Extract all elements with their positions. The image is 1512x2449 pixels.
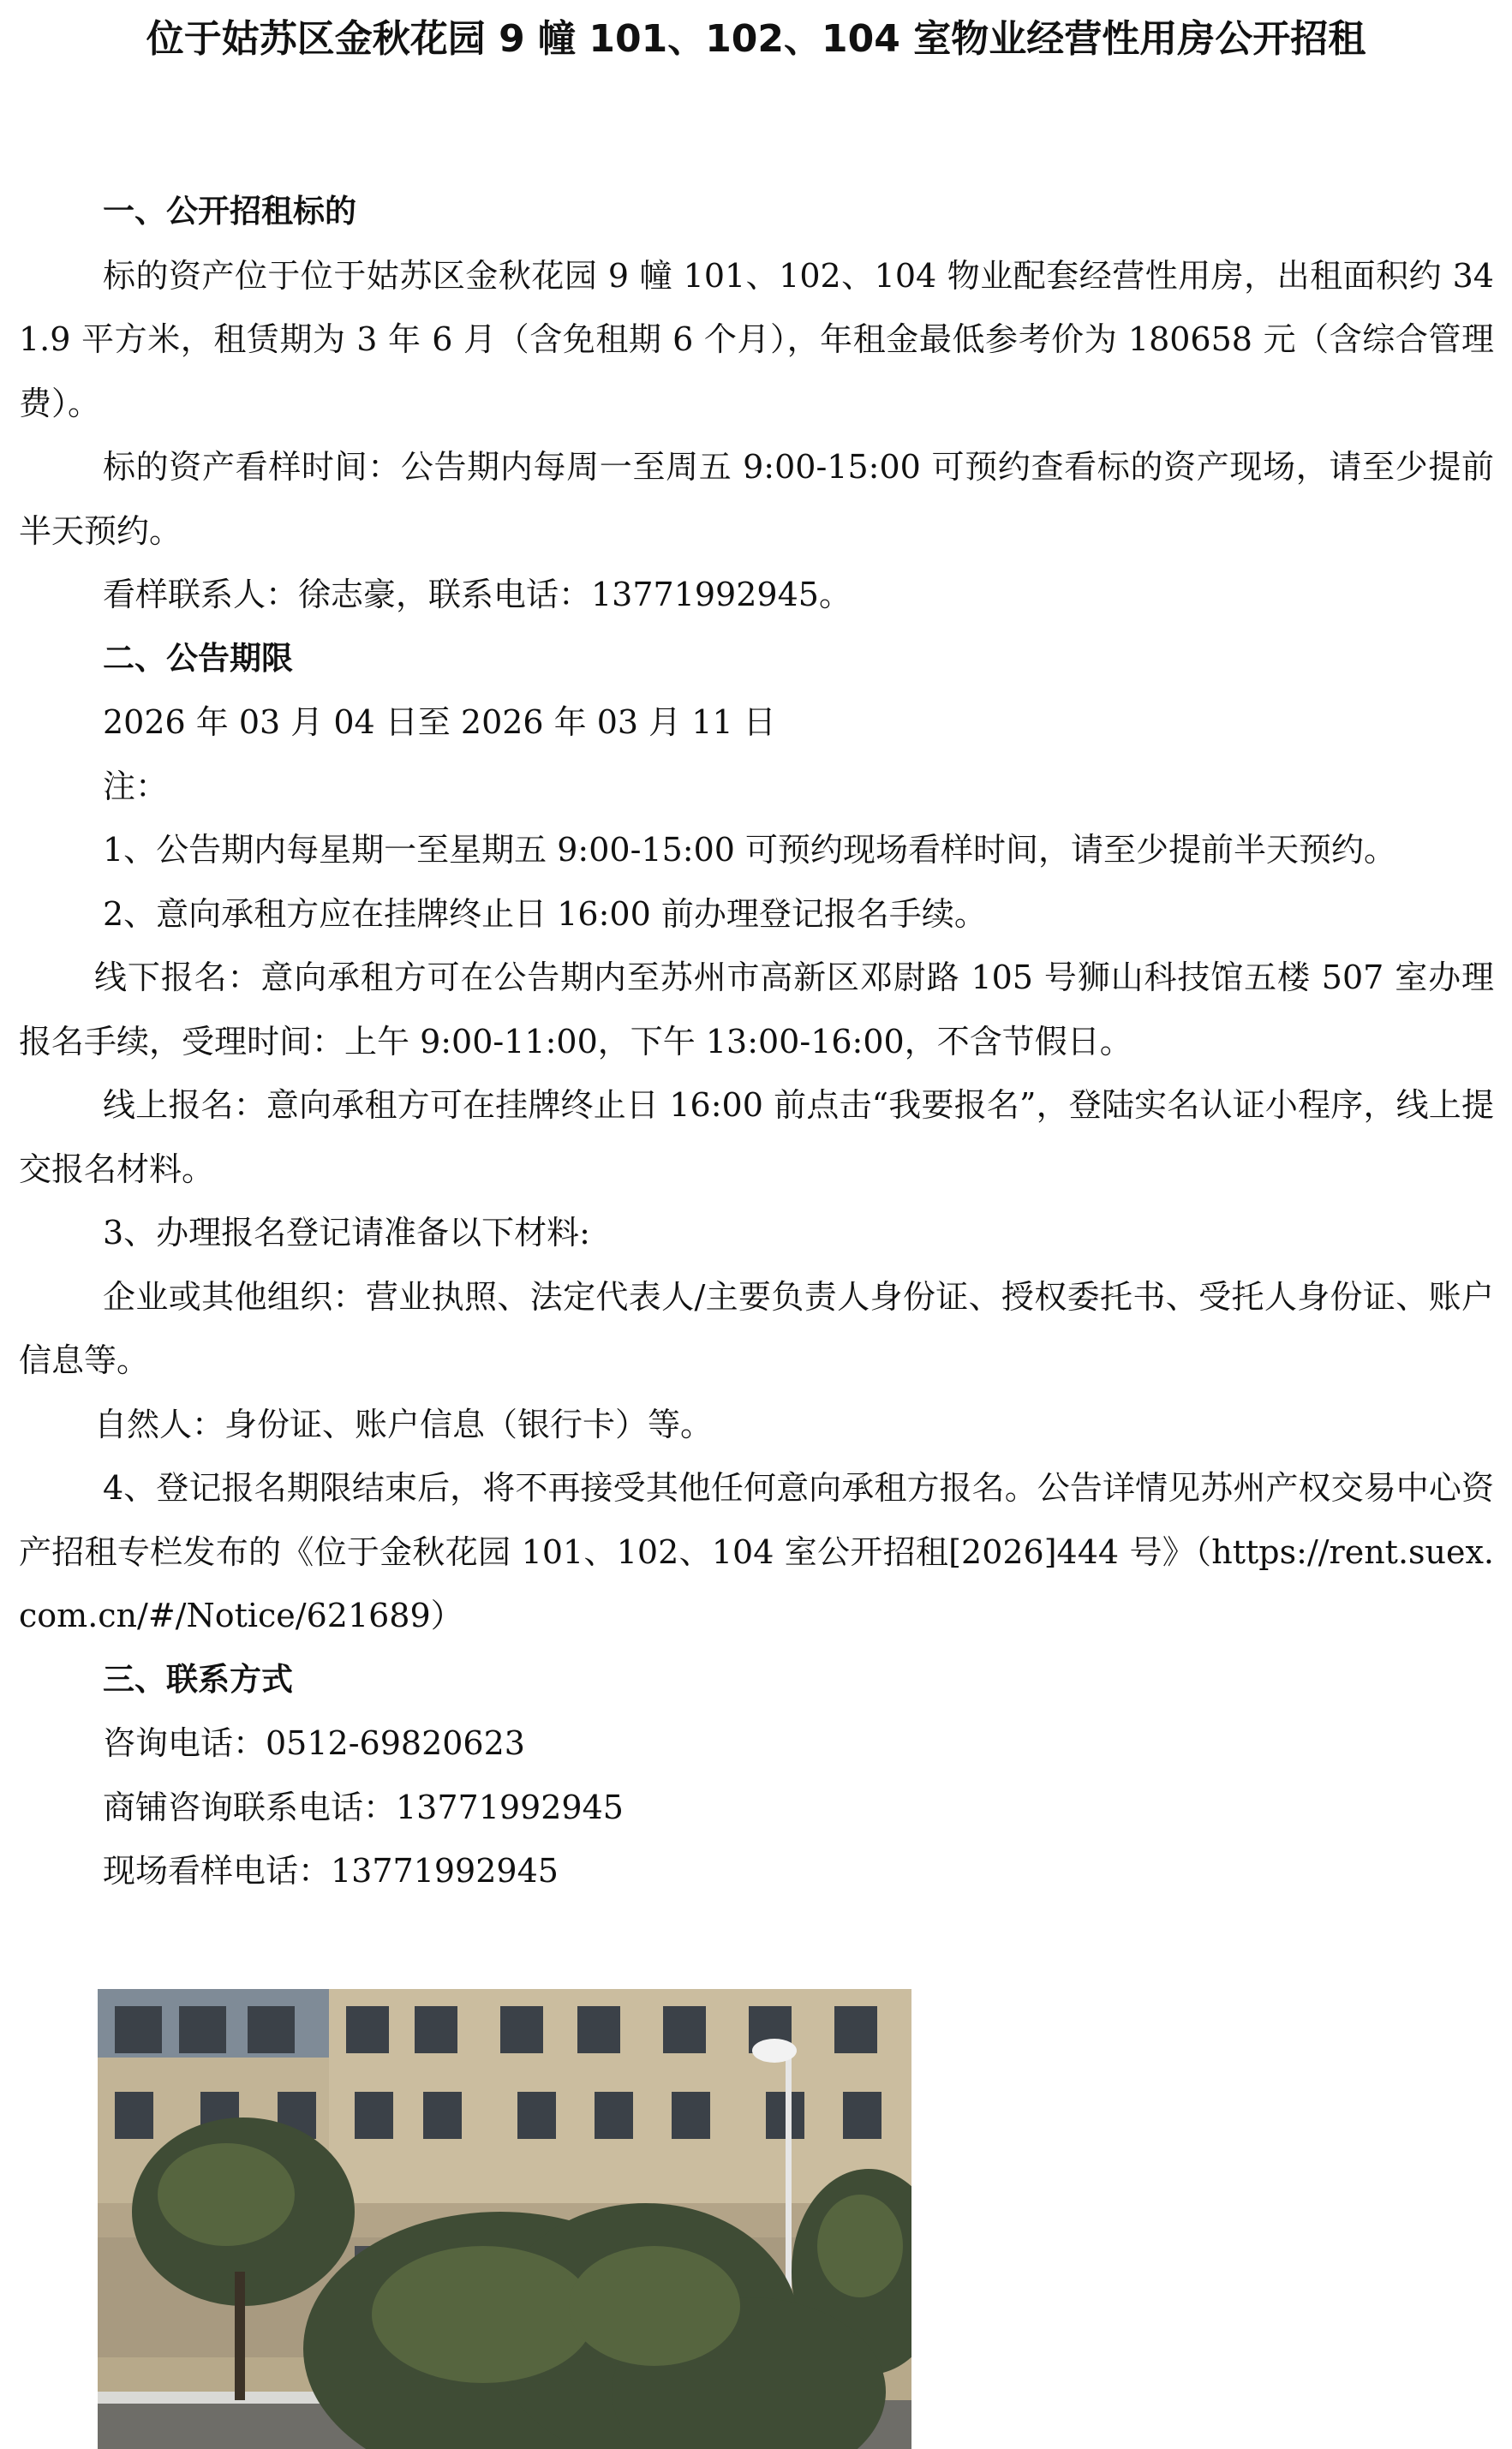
paragraph: 标的资产看样时间：公告期内每周一至周五 9:00-15:00 可预约查看标的资产现场，请至少提前半天预约。 xyxy=(19,448,1494,550)
page-title: 位于姑苏区金秋花园 9 幢 101、102、104 室物业经营性用房公开招租 xyxy=(146,17,1366,61)
property-photo xyxy=(98,1989,911,2449)
paragraph: 3、办理报名登记请准备以下材料: xyxy=(103,1214,590,1251)
section-heading: 一、公开招租标的 xyxy=(103,193,356,230)
paragraph: 线下报名：意向承租方可在公告期内至苏州市高新区邓尉路 105 号狮山科技馆五楼 507 室办理报名手续，受理时间：上午 9:00-11:00，下午 13:00-16:00，不含节假日。 xyxy=(19,959,1494,1060)
section-heading: 二、公告期限 xyxy=(103,639,293,677)
paragraph: 标的资产位于位于姑苏区金秋花园 9 幢 101、102、104 物业配套经营性用房，出租面积约 341.9 平方米，租赁期为 3 年 6 月（含免租期 6 个月），年租金最低参考价为 180658 元（含综合管理费）。 xyxy=(19,256,1494,422)
notice-body xyxy=(19,180,1494,1903)
paragraph: 注： xyxy=(103,767,169,805)
paragraph: 2、意向承租方应在挂牌终止日 16:00 前办理登记报名手续。 xyxy=(103,894,987,933)
paragraph: 看样联系人：徐志豪，联系电话：13771992945。 xyxy=(103,576,852,613)
paragraph: 2026 年 03 月 04 日至 2026 年 03 月 11 日 xyxy=(103,703,776,741)
paragraph: 现场看样电话：13771992945 xyxy=(103,1852,559,1890)
paragraph: 线上报名：意向承租方可在挂牌终止日 16:00 前点击“我要报名”，登陆实名认证小程序，线上提交报名材料。 xyxy=(19,1086,1494,1188)
paragraph: 商铺咨询联系电话：13771992945 xyxy=(103,1788,624,1826)
paragraph: 自然人：身份证、账户信息（银行卡）等。 xyxy=(94,1405,714,1443)
paragraph: 4、登记报名期限结束后，将不再接受其他任何意向承租方报名。公告详情见苏州产权交易中心资产招租专栏发布的《位于金秋花园 101、102、104 室公开招租[2026]444 号》（https://rent.suex.com.cn/#/Notice/621689） xyxy=(19,1469,1494,1634)
paragraph: 1、公告期内每星期一至星期五 9:00-15:00 可预约现场看样时间，请至少提前半天预约。 xyxy=(103,831,1397,869)
section-heading: 三、联系方式 xyxy=(103,1660,293,1698)
paragraph: 咨询电话：0512-69820623 xyxy=(103,1724,525,1762)
paragraph: 企业或其他组织：营业执照、法定代表人/主要负责人身份证、授权委托书、受托人身份证、账户信息等。 xyxy=(19,1277,1494,1379)
